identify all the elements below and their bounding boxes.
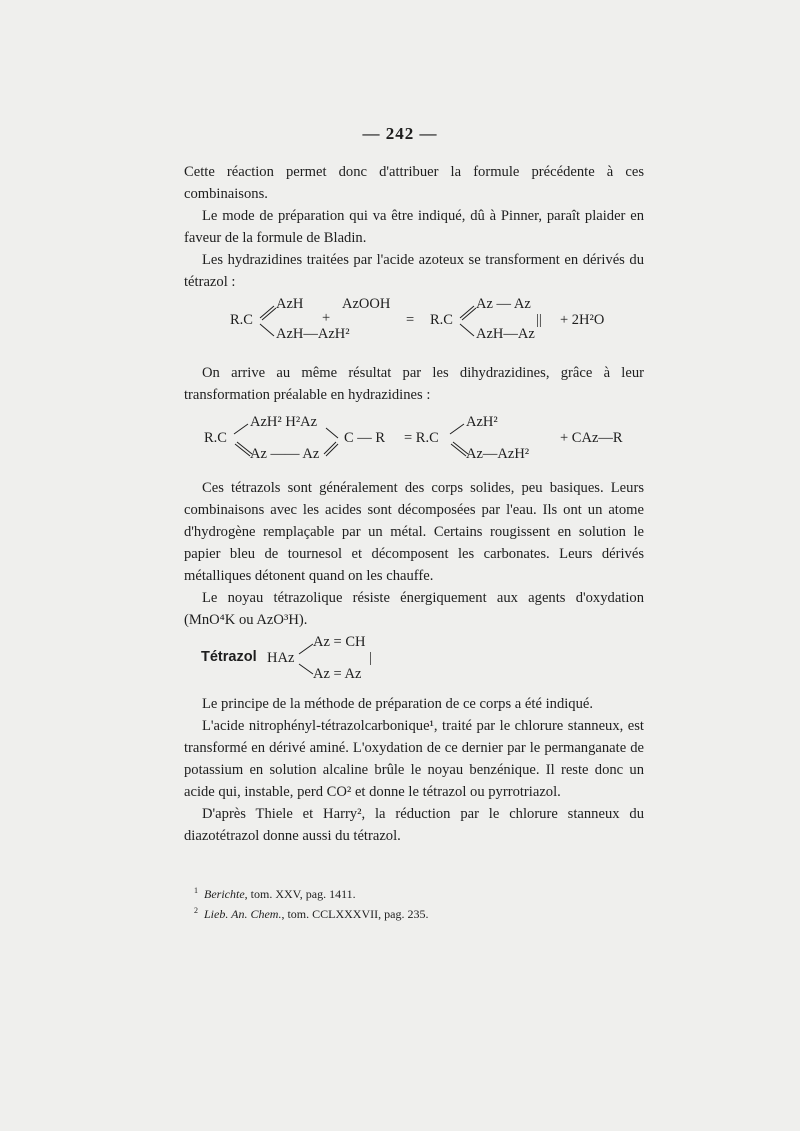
formula1-equals: = xyxy=(406,312,415,328)
formula2-az-azh2: Az—AzH² xyxy=(466,446,530,462)
formula2-az-az: Az —— Az xyxy=(250,446,320,462)
formula3-az-az: Az = Az xyxy=(313,666,362,682)
paragraph-6: Le noyau tétrazolique résiste énergiquement aux agents d'oxydation (MnO⁴K ou AzO³H). xyxy=(184,590,644,628)
formula1-product: + 2H²O xyxy=(560,312,605,328)
formula1-azh: AzH xyxy=(276,296,304,312)
footnote-2-mark: 2 xyxy=(194,906,198,915)
paragraph-9: D'après Thiele et Harry², la réduction par le chlorure stanneux du diazotétrazol donne aussi du tétrazol. xyxy=(184,806,644,844)
text-block-intro xyxy=(184,161,644,293)
paragraph-7: Le principe de la méthode de préparation de ce corps a été indiqué. xyxy=(202,696,594,712)
page-number: — 242 — xyxy=(362,124,438,143)
paragraph-1: Cette réaction permet donc d'attribuer la formule précédente à ces combinaisons. xyxy=(184,164,644,202)
footnotes xyxy=(194,884,654,924)
formula2-equals: = R.C xyxy=(404,430,439,446)
formula1-az-az: Az — Az xyxy=(476,296,531,312)
text-block-properties xyxy=(184,477,644,631)
formula-dihydrazidine-reaction xyxy=(204,414,644,464)
footnote-2 xyxy=(194,904,654,924)
formula2-c-r: C — R xyxy=(344,430,386,446)
formula3-haz: HAz xyxy=(267,650,295,666)
formula3-label: Tétrazol xyxy=(201,649,257,665)
formula2-azh2-h2az: AzH² H²Az xyxy=(250,414,318,430)
paragraph-8: L'acide nitrophényl-tétrazolcarbonique¹, traité par le chlorure stanneux, est transformé en dérivé aminé. L'oxydation de ce dernier par le permanganate de potassium en solution alcaline brûle le noyau benzénique. Il reste donc un acide qui, instable, perd CO² et donne le tétrazol ou pyrrotriazol. xyxy=(184,718,644,800)
formula1-double-bond: || xyxy=(536,312,542,328)
formula1-azh-azh2: AzH—AzH² xyxy=(276,326,350,342)
formula2-azh2: AzH² xyxy=(466,414,498,430)
footnote-2-ref: , tom. CCLXXXVII, pag. 235. xyxy=(281,907,429,921)
text-block-dihydrazidines xyxy=(184,362,644,406)
paragraph-2: Le mode de préparation qui va être indiqué, dû à Pinner, paraît plaider en faveur de la formule de Bladin. xyxy=(184,208,644,246)
text-block-preparation xyxy=(184,693,644,847)
footnote-1 xyxy=(194,884,654,904)
footnote-2-journal: Lieb. An. Chem. xyxy=(204,907,282,921)
footnote-1-mark: 1 xyxy=(194,886,198,895)
paragraph-5: Ces tétrazols sont généralement des corps solides, peu basiques. Leurs combinaisons avec les acides sont décomposées par l'eau. Ils ont un atome d'hydrogène remplaçable par un métal. Certains rougissent en solution le papier bleu de tournesol et décomposent les carbonates. Leurs dérivés métalliques détonent quand on les chauffe. xyxy=(184,480,644,584)
formula1-azooh: AzOOH xyxy=(342,296,391,312)
formula1-rc: R.C xyxy=(230,312,253,328)
formula1-rc2: R.C xyxy=(430,312,453,328)
formula-hydrazidine-reaction xyxy=(230,296,630,346)
paragraph-4: On arrive au même résultat par les dihydrazidines, grâce à leur transformation préalable en hydrazidines : xyxy=(184,365,644,403)
paragraph-3: Les hydrazidines traitées par l'acide azoteux se transforment en dérivés du tétrazol : xyxy=(184,252,644,290)
formula1-plus: + xyxy=(322,310,331,326)
formula3-single-bond: | xyxy=(369,650,372,666)
formula-tetrazol xyxy=(201,634,401,684)
footnote-1-journal: Berichte xyxy=(204,887,245,901)
footnote-1-ref: , tom. XXV, pag. 1411. xyxy=(244,887,356,901)
formula1-azh-az: AzH—Az xyxy=(476,326,535,342)
formula3-az-ch: Az = CH xyxy=(313,634,366,650)
formula2-rc: R.C xyxy=(204,430,227,446)
formula2-product: + CAz—R xyxy=(560,430,623,446)
